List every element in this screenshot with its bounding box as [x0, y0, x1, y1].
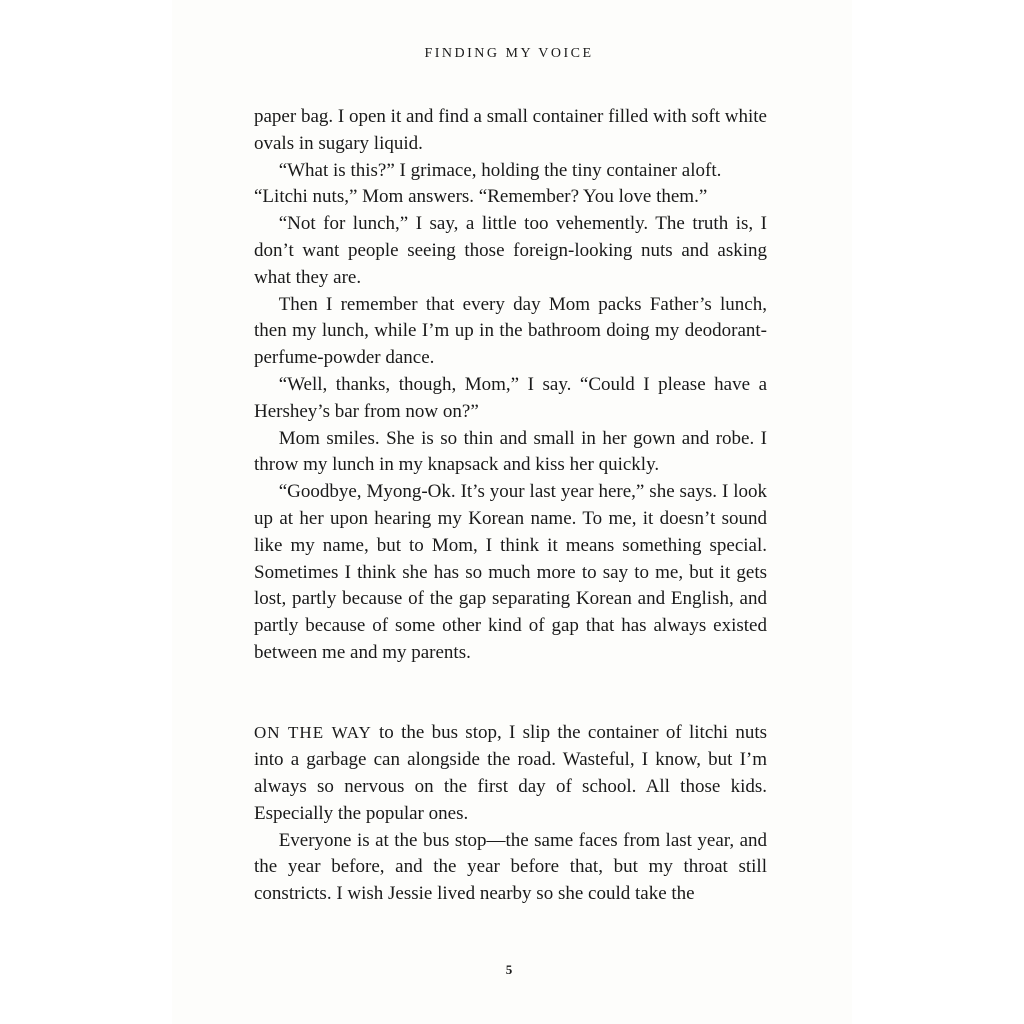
page-number: 5	[505, 962, 513, 977]
paragraph: “Litchi nuts,” Mom answers. “Remember? You love them.”	[254, 186, 708, 208]
book-page	[172, 0, 852, 1024]
lead-in-caps: ON THE WAY	[254, 723, 372, 743]
paragraph: “Goodbye, Myong-Ok. It’s your last year here,” she says. I look up at her upon hearing my Korean name. To me, it doesn’t sound like my name, but to Mom, I think it means something special. Sometimes I think she has so much more to say to me, but it gets lost, partly because of the gap separating Korean and English, and partly because of some other kind of gap that has always existed between me and my parents.	[254, 481, 767, 663]
section-break	[254, 667, 767, 721]
running-head: FINDING MY VOICE	[424, 46, 594, 61]
paragraph: “Well, thanks, though, Mom,” I say. “Could I please have a Hershey’s bar from now on?”	[254, 373, 767, 422]
paragraph: “Not for lunch,” I say, a little too vehemently. The truth is, I don’t want people seeing those foreign-looking nuts and asking what they are.	[254, 213, 767, 288]
paragraph: Everyone is at the bus stop—the same faces from last year, and the year before, and the year before that, but my throat still constricts. I wish Jessie lived nearby so she could take the	[254, 829, 767, 905]
body-text	[254, 104, 767, 908]
lead-in-text: to the bus stop, I slip the container of litchi nuts into a garbage can alongside the road. Wasteful, I know, but I’m always so nervous on the first day of school. All those kids. Especially the popular ones.	[254, 722, 768, 824]
paragraph: paper bag. I open it and find a small container filled with soft white ovals in sugary liquid.	[254, 106, 767, 154]
paragraph: Then I remember that every day Mom packs Father’s lunch, then my lunch, while I’m up in the bathroom doing my deodorant-perfume-powder dance.	[254, 293, 767, 369]
paragraph: “What is this?” I grimace, holding the tiny container aloft.	[278, 159, 722, 181]
section-opening-paragraph	[254, 720, 767, 827]
paragraph: Mom smiles. She is so thin and small in her gown and robe. I throw my lunch in my knapsack and kiss her quickly.	[254, 427, 767, 476]
